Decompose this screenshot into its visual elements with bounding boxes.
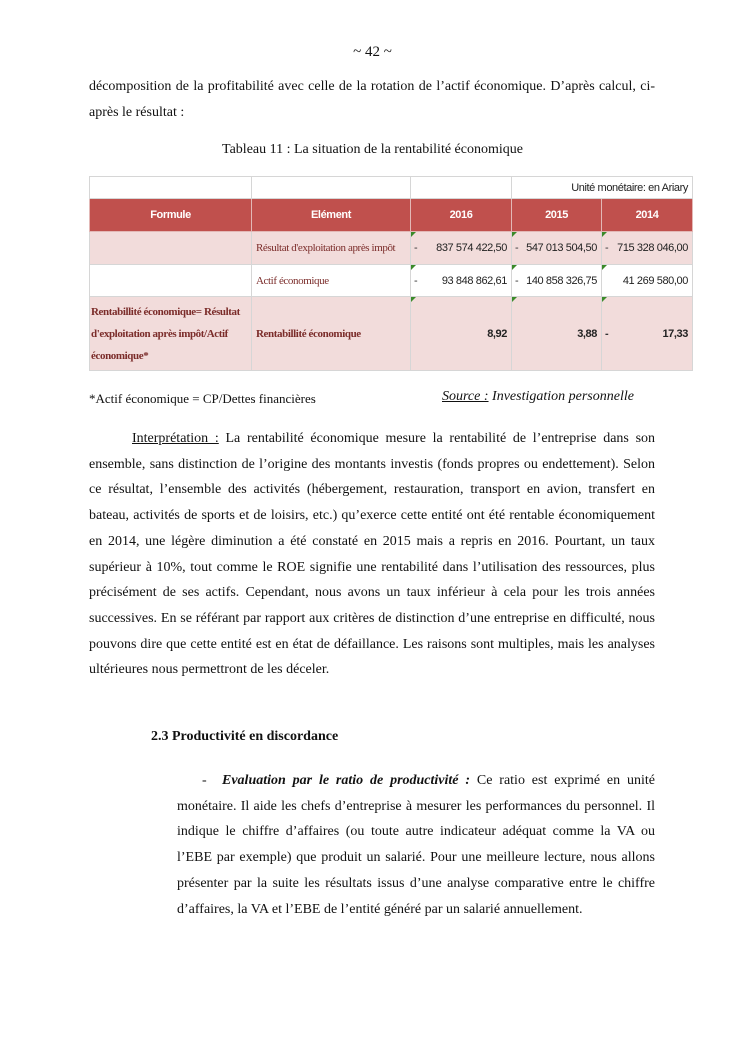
value-2016: 93 848 862,61 bbox=[441, 274, 507, 287]
minus-sign: - bbox=[414, 242, 418, 254]
source-text: Investigation personnelle bbox=[492, 389, 634, 404]
value-2014: 17,33 bbox=[662, 327, 688, 340]
header-2015: 2015 bbox=[512, 199, 602, 232]
cell-2014 bbox=[602, 232, 693, 265]
section-heading: 2.3 Productivité en discordance bbox=[151, 729, 339, 744]
table-source bbox=[442, 389, 634, 405]
header-formule: Formule bbox=[90, 199, 252, 232]
header-2014: 2014 bbox=[602, 199, 693, 232]
minus-sign: - bbox=[515, 242, 519, 254]
value-2015: 547 013 504,50 bbox=[526, 242, 597, 254]
table-caption: Tableau 11 : La situation de la rentabilité économique bbox=[222, 142, 523, 157]
value-2016: 837 574 422,50 bbox=[436, 242, 507, 254]
minus-sign: - bbox=[414, 274, 418, 287]
minus-sign: - bbox=[515, 274, 519, 287]
cell-2016 bbox=[411, 232, 512, 265]
interpretation-paragraph bbox=[89, 426, 655, 683]
value-2015: 140 858 326,75 bbox=[526, 274, 597, 287]
cell-2014 bbox=[602, 265, 693, 297]
cell-2016 bbox=[411, 297, 512, 371]
cell-formule bbox=[90, 265, 252, 297]
cell-formule: Rentabillité économique= Résultat d'exploitation après impôt/Actif économique* bbox=[90, 297, 252, 371]
value-2014: 41 269 580,00 bbox=[622, 274, 688, 287]
source-label: Source : bbox=[442, 389, 489, 404]
table-row bbox=[90, 232, 693, 265]
value-2014: 715 328 046,00 bbox=[617, 242, 688, 254]
cell-2015 bbox=[512, 265, 602, 297]
unit-label: Unité monétaire: en Ariary bbox=[512, 177, 693, 199]
cell-2016 bbox=[411, 265, 512, 297]
bullet-title: Evaluation par le ratio de productivité : bbox=[222, 773, 471, 788]
bullet-dash: - bbox=[202, 773, 207, 788]
profitability-table bbox=[89, 176, 693, 371]
cell-2015 bbox=[512, 297, 602, 371]
cell-2015 bbox=[512, 232, 602, 265]
cell-formule bbox=[90, 232, 252, 265]
bullet-paragraph bbox=[177, 768, 655, 922]
minus-sign: - bbox=[605, 327, 609, 340]
cell-element: Actif économique bbox=[252, 265, 411, 297]
header-2016: 2016 bbox=[411, 199, 512, 232]
page-number: ~ 42 ~ bbox=[353, 44, 392, 60]
cell-element: Résultat d'exploitation après impôt bbox=[252, 232, 411, 265]
intro-paragraph: décomposition de la profitabilité avec celle de la rotation de l’actif économique. D’après calcul, ci-après le résultat : bbox=[89, 79, 655, 120]
interpretation-text: La rentabilité économique mesure la rentabilité de l’entreprise dans son ensemble, sans distinction de l’origine des montants investis (fonds propres ou endettement). Selon ce résultat, l’ensemble des activités (hébergement, restauration, transport en avion, transfert en bateau, activités de sports et de loisirs, etc.) qu’exerce cette entité ont été rentable économiquement en 2014, une légère diminution a été constaté en 2015 mais a repris en 2016. Pourtant, un taux supérieur à 10%, tout comme le ROE signifie une rentabilité dans l’utilisation des ressources, plus précisément de ses actifs. Cependant, nous avons un taux inférieur à cela pour les trois années successives. En se référant par rapport aux critères de distinction d’une entreprise en difficulté, nous pouvons dire que cette entité est en état de défaillance. Les raisons sont multiples, mais les analyses ultérieures nous permettront de les déceler. bbox=[89, 431, 656, 678]
table-header-row bbox=[90, 199, 693, 232]
minus-sign: - bbox=[605, 242, 609, 254]
interpretation-label: Interprétation : bbox=[132, 431, 219, 446]
cell-2014 bbox=[602, 297, 693, 371]
bullet-text: Ce ratio est exprimé en unité monétaire. Il aide les chefs d’entreprise à mesurer les performances du personnel. Il indique le chiffre d’affaires (ou toute autre indicateur adéquat comme la VA ou l’EBE par exemple) que produit un salarié. Pour une meilleure lecture, nous allons présenter par la suite les résultats issus d’une analyse comparative entre le chiffre d’affaires, la VA et l’EBE de l’entité généré par un salarié annuellement. bbox=[177, 773, 655, 917]
header-element: Elément bbox=[252, 199, 411, 232]
table-row bbox=[90, 297, 693, 371]
value-2015: 3,88 bbox=[577, 327, 597, 340]
value-2016: 8,92 bbox=[487, 327, 507, 340]
table-footnote: *Actif économique = CP/Dettes financières bbox=[89, 391, 316, 406]
unit-row bbox=[90, 177, 693, 199]
table-row bbox=[90, 265, 693, 297]
cell-element: Rentabillité économique bbox=[252, 297, 411, 371]
